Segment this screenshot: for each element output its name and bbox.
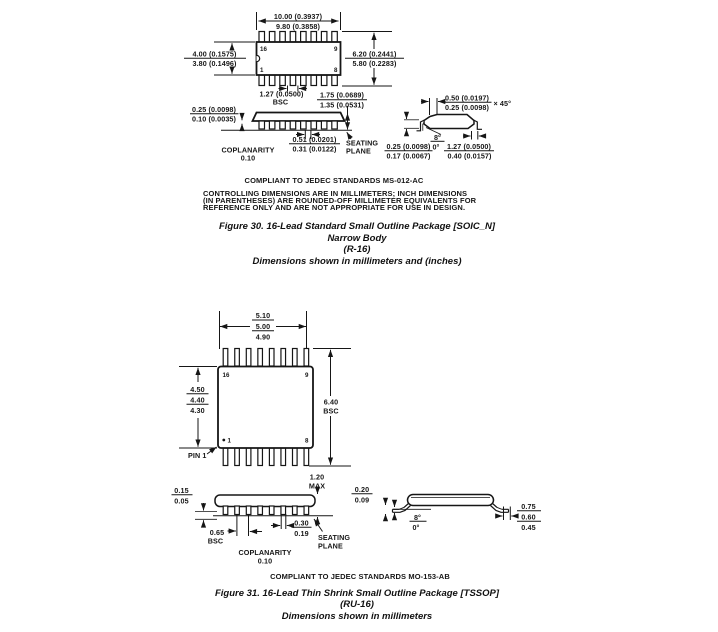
seating-plane-label-1: SEATING xyxy=(346,138,379,148)
dim-lead-pitch: 1.27 (0.0500) xyxy=(259,89,304,99)
soic-end-lead-left xyxy=(417,120,425,131)
tssop-side-body xyxy=(215,495,315,507)
soic-pins-bottom xyxy=(259,75,337,86)
dim-pitch-bsc: BSC xyxy=(207,536,224,546)
dim-lead-pitch-bsc: BSC xyxy=(272,97,289,107)
dim-body-h-nom: 4.40 xyxy=(190,395,205,405)
dim-lead-thickness-max: 0.20 xyxy=(354,484,370,494)
dim-body-h-min: 4.30 xyxy=(190,405,205,415)
dim-pitch: 0.65 xyxy=(209,527,225,537)
soic-jedec-compliance: COMPLIANT TO JEDEC STANDARDS MS-012-AC xyxy=(244,175,424,185)
dim-chamfer-max: 0.50 (0.0197) xyxy=(444,93,490,103)
dim-body-length-mm2: 9.80 (0.3858) xyxy=(275,22,321,31)
soic-pins-top xyxy=(259,32,337,43)
dim-lead-width-max: 0.51 (0.0201) xyxy=(292,134,337,144)
note-line-3: REFERENCE ONLY AND ARE NOT APPROPRIATE FOR USE IN DESIGN. xyxy=(203,203,466,213)
dim-lead-span: 6.40 xyxy=(323,397,339,407)
soic-side-body xyxy=(253,113,345,122)
soic-pin8-label: 8 xyxy=(333,67,338,74)
soic-body xyxy=(257,42,341,75)
figure31-units: Dimensions shown in millimeters xyxy=(281,610,433,622)
dim-body-width-min: 3.80 (0.1496) xyxy=(192,58,237,68)
pin1-dot xyxy=(222,439,225,442)
tssop-pin1-label: 1 xyxy=(227,437,232,445)
tssop-pins-bottom xyxy=(223,448,308,466)
note-line-1: CONTROLLING DIMENSIONS ARE IN MILLIMETERS; INCH DIMENSIONS xyxy=(203,188,468,198)
dim-foot-nom: 0.60 xyxy=(521,512,536,522)
coplanarity-value: 0.10 xyxy=(240,153,256,163)
note-line-2: (IN PARENTHESES) ARE ROUNDED-OFF MILLIMETER EQUIVALENTS FOR xyxy=(203,195,477,205)
dim-body-h-max: 4.50 xyxy=(190,384,205,394)
figure31-code: (RU-16) xyxy=(340,599,374,611)
soic-controlling-dimensions-note xyxy=(203,190,503,212)
dim-height-max-unit: MAX xyxy=(308,481,326,491)
dim-chamfer-min: 0.25 (0.0098) xyxy=(444,102,490,112)
tssop-side-view xyxy=(172,473,351,566)
seating-plane-label-2: PLANE xyxy=(318,541,343,551)
dim-standoff-min: 0.10 (0.0035) xyxy=(191,114,237,124)
dim-body-w-max: 5.10 xyxy=(255,311,271,320)
tssop-pin16-label: 16 xyxy=(222,372,230,379)
tssop-top-view xyxy=(179,311,351,466)
dim-lead-thickness-min: 0.09 xyxy=(354,495,370,505)
tssop-end-view xyxy=(352,485,542,532)
tssop-pin9-label: 9 xyxy=(304,372,309,379)
soic-side-leads xyxy=(259,121,337,129)
dim-lead-span-min: 5.80 (0.2283) xyxy=(352,58,397,68)
dim-lead-width-max: 0.30 xyxy=(294,518,309,528)
dim-foot-max: 0.75 xyxy=(521,501,536,511)
dim-standoff-max: 0.15 xyxy=(174,485,189,495)
soic-end-body xyxy=(424,115,474,129)
dim-standoff-min: 0.05 xyxy=(174,496,189,506)
figure30-subtitle: Narrow Body xyxy=(327,232,387,244)
dim-lead-thickness-max: 0.25 (0.0098) xyxy=(386,141,431,151)
dim-angle-min: 0° xyxy=(432,142,440,152)
coplanarity-value: 0.10 xyxy=(257,556,273,566)
soic-pin16-label: 16 xyxy=(260,46,268,53)
dim-height-max-value: 1.20 xyxy=(309,472,325,482)
dim-lead-span-max: 6.20 (0.2441) xyxy=(352,49,397,59)
tssop-end-body xyxy=(408,495,494,506)
tssop-pins-top xyxy=(223,349,308,367)
tssop-pin8-label: 8 xyxy=(304,437,309,445)
soic-side-view xyxy=(190,105,378,163)
dim-body-width-max: 4.00 (0.1575) xyxy=(192,49,237,59)
coplanarity-label: COPLANARITY xyxy=(221,145,275,155)
tssop-body xyxy=(218,367,313,449)
figure30-title: Figure 30. 16-Lead Standard Small Outline Package [SOIC_N] xyxy=(218,221,496,232)
dim-angle-max: 8° xyxy=(433,132,442,142)
figure30-caption xyxy=(107,221,607,267)
dim-body-length-mm: 10.00 (0.3937) xyxy=(273,12,323,21)
coplanarity-label: COPLANARITY xyxy=(238,547,292,557)
tssop-side-leads xyxy=(223,506,308,515)
seating-plane-label-2: PLANE xyxy=(346,146,371,156)
tssop-jedec-compliance: COMPLIANT TO JEDEC STANDARDS MO-153-AB xyxy=(270,571,450,581)
pin1-callout-label: PIN 1 xyxy=(188,451,207,460)
dim-body-w-min: 4.90 xyxy=(255,332,271,342)
figure30-units: Dimensions shown in millimeters and (inches) xyxy=(252,255,462,267)
dim-angle-max: 8° xyxy=(413,512,422,522)
dim-lead-thickness-min: 0.17 (0.0067) xyxy=(386,151,431,161)
soic-pin9-label: 9 xyxy=(333,46,338,53)
dim-foot-length-min: 0.40 (0.0157) xyxy=(447,151,492,161)
soic-end-view xyxy=(385,93,512,160)
dim-angle-min: 0° xyxy=(412,522,420,532)
soic-pin1-notch xyxy=(257,55,260,61)
dim-foot-min: 0.45 xyxy=(521,522,536,532)
dim-lead-span-bsc: BSC xyxy=(323,406,339,416)
figure30-code: (R-16) xyxy=(343,244,371,256)
dim-body-w-nom: 5.00 xyxy=(255,321,271,331)
dim-foot-length-max: 1.27 (0.0500) xyxy=(446,141,492,151)
dim-lead-width-min: 0.31 (0.0122) xyxy=(292,144,337,154)
figure31-caption xyxy=(107,588,607,623)
soic-pin1-label: 1 xyxy=(260,67,264,74)
dim-chamfer-angle: × 45° xyxy=(493,98,512,108)
dim-standoff-max: 0.25 (0.0098) xyxy=(191,104,237,114)
dim-height-max: 1.75 (0.0689) xyxy=(319,90,365,100)
dim-height-min: 1.35 (0.0531) xyxy=(319,100,365,110)
figure31-title: Figure 31. 16-Lead Thin Shrink Small Outline Package [TSSOP] xyxy=(214,587,500,599)
seating-plane-label-1: SEATING xyxy=(318,533,351,542)
dim-lead-width-min: 0.19 xyxy=(294,529,309,538)
soic-top-view xyxy=(184,12,404,110)
soic-end-lead-right xyxy=(474,120,483,129)
